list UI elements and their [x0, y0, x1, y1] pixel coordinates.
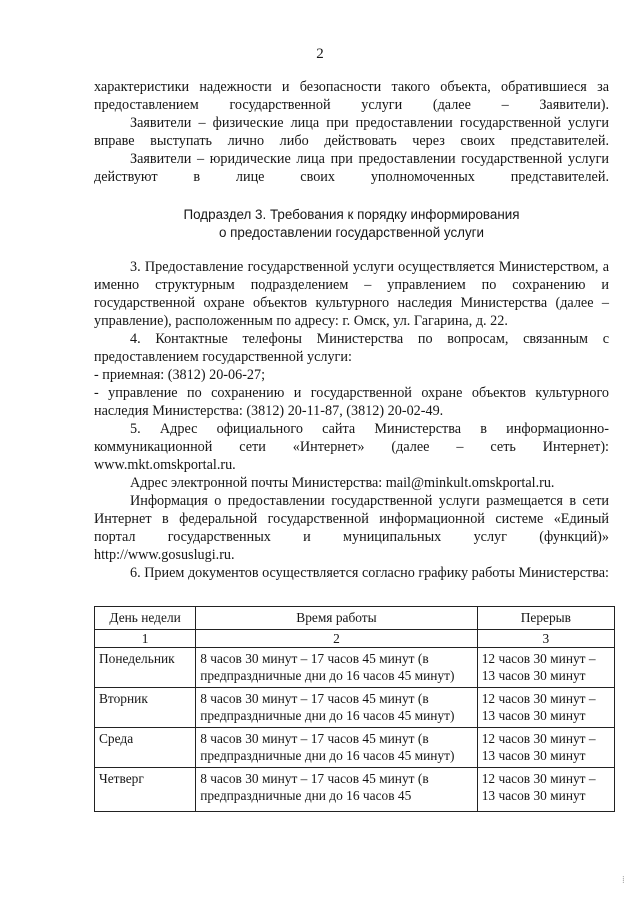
table-header-row: [95, 607, 615, 630]
paragraph-5-website: 5. Адрес официального сайта Министерства в информационно-коммуникационной сети «Интернет» (далее – сеть Интернет): www.mkt.omskportal.ru.: [94, 421, 609, 473]
day-cell: Четверг: [95, 768, 196, 812]
table-row: [95, 728, 615, 768]
paragraph-email: Адрес электронной почты Министерства: mail@minkult.omskportal.ru.: [130, 475, 555, 491]
hours-cell: 8 часов 30 минут – 17 часов 45 минут (в предпраздничные дни до 16 часов 45 минут): [196, 728, 478, 768]
section-heading-line-2: о предоставлении государственной услуги: [218, 225, 485, 240]
break-cell: 12 часов 30 минут – 13 часов 30 минут: [477, 688, 614, 728]
table-row: [95, 648, 615, 688]
day-cell: Вторник: [95, 688, 196, 728]
header-break: Перерыв: [477, 607, 614, 630]
hours-cell: 8 часов 30 минут – 17 часов 45 минут (в предпраздничные дни до 16 часов 45 минут): [196, 648, 478, 688]
break-cell: 12 часов 30 минут – 13 часов 30 минут: [477, 648, 614, 688]
paragraph-portal-info: Информация о предоставлении государственной услуги размещается в сети Интернет в федеральной государственной информационной системе «Единый портал государственных и муниципальных услуг (функций)» http://www.gosuslugi.ru.: [94, 493, 609, 563]
phone-department: - управление по сохранению и государственной охране объектов культурного наследия Министерства: (3812) 20-11-87, (3812) 20-02-49.: [94, 385, 609, 419]
schedule-table: [94, 606, 615, 812]
table-column-numbers-row: [95, 630, 615, 648]
paragraph-3-ministry: 3. Предоставление государственной услуги осуществляется Министерством, а именно структурным подразделением – управлением по сохранению и государственной охране объектов культурного наследия Министерства (далее – управление), расположенным по адресу: г. Омск, ул. Гагарина, д. 22.: [94, 259, 609, 329]
paragraph-applicants-legal-entities: Заявители – юридические лица при предоставлении государственной услуги действуют в лице своих уполномоченных представителей.: [94, 151, 609, 185]
table-row: [95, 688, 615, 728]
scan-mark: ⁞: [622, 875, 625, 886]
column-number: 2: [196, 630, 478, 648]
break-cell: 12 часов 30 минут – 13 часов 30 минут: [477, 768, 614, 812]
paragraph-6-schedule: 6. Прием документов осуществляется согласно графику работы Министерства:: [130, 565, 610, 581]
column-number: 1: [95, 630, 196, 648]
day-cell: Среда: [95, 728, 196, 768]
hours-cell: 8 часов 30 минут – 17 часов 45 минут (в предпраздничные дни до 16 часов 45: [196, 768, 478, 812]
day-cell: Понедельник: [95, 648, 196, 688]
section-heading-line-1: Подраздел 3. Требования к порядку информирования: [183, 207, 520, 222]
header-work-hours: Время работы: [196, 607, 478, 630]
break-cell: 12 часов 30 минут – 13 часов 30 минут: [477, 728, 614, 768]
hours-cell: 8 часов 30 минут – 17 часов 45 минут (в предпраздничные дни до 16 часов 45 минут): [196, 688, 478, 728]
paragraph-applicants-individuals: Заявители – физические лица при предоставлении государственной услуги вправе выступать лично либо действовать через своих представителей.: [94, 115, 609, 149]
column-number: 3: [477, 630, 614, 648]
header-day: День недели: [95, 607, 196, 630]
paragraph-applicants-characteristics: характеристики надежности и безопасности такого объекта, обратившиеся за предоставлением государственной услуги (далее – Заявители).: [94, 79, 609, 113]
table-row: [95, 768, 615, 812]
document-body: [94, 78, 609, 582]
paragraph-4-phones: 4. Контактные телефоны Министерства по вопросам, связанным с предоставлением государственной услуги:: [94, 331, 609, 365]
phone-reception: - приемная: (3812) 20-06-27;: [94, 367, 266, 383]
page-number: 2: [316, 46, 324, 62]
